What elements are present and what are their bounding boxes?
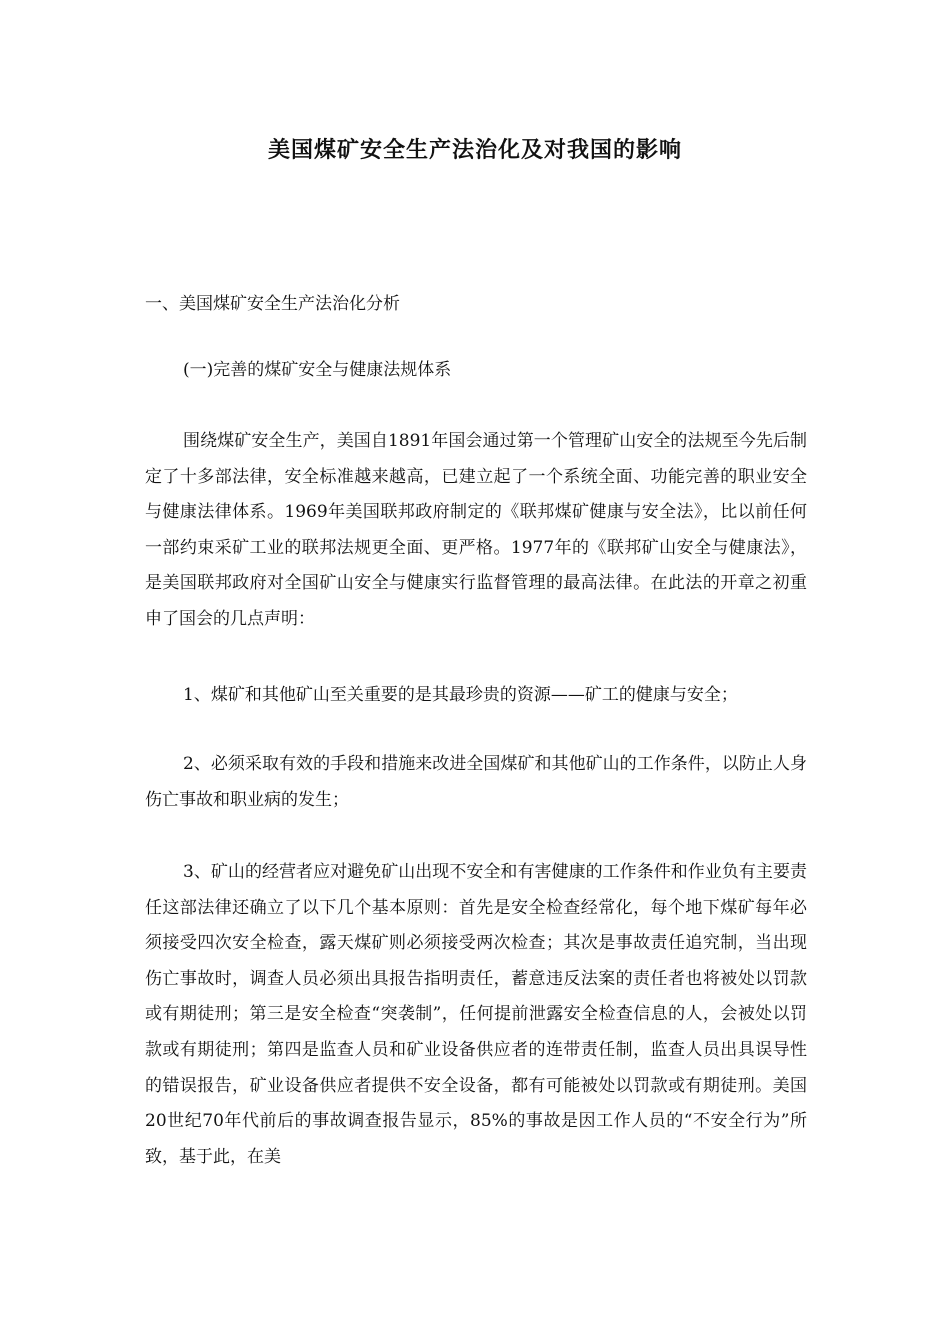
body-paragraph-3: 2、必须采取有效的手段和措施来改进全国煤矿和其他矿山的工作条件，以防止人身伤亡事故和职业病的发生； — [145, 754, 807, 810]
section-heading: 一、美国煤矿安全生产法治化分析 — [145, 294, 400, 314]
body-paragraph-2: 1、煤矿和其他矿山至关重要的是其最珍贵的资源——矿工的健康与安全； — [183, 685, 738, 705]
body-paragraph-1: 围绕煤矿安全生产，美国自1891年国会通过第一个管理矿山安全的法规至今先后制定了十多部法律，安全标准越来越高，已建立起了一个系统全面、功能完善的职业安全与健康法律体系。1969年美国联邦政府制定的《联邦煤矿健康与安全法》，比以前任何一部约束采矿工业的联邦法规更全面、更严格。1977年的《联邦矿山安全与健康法》，是美国联邦政府对全国矿山安全与健康实行监督管理的最高法律。在此法的开章之初重申了国会的几点声明： — [145, 431, 807, 629]
document-title: 美国煤矿安全生产法治化及对我国的影响 — [267, 137, 682, 163]
body-paragraph-4: 3、矿山的经营者应对避免矿山出现不安全和有害健康的工作条件和作业负有主要责任这部法律还确立了以下几个基本原则：首先是安全检查经常化，每个地下煤矿每年必须接受四次安全检查，露天煤矿则必须接受两次检查；其次是事故责任追究制，当出现伤亡事故时，调查人员必须出具报告指明责任，蓄意违反法案的责任者也将被处以罚款或有期徒刑；第三是安全检查“突袭制”，任何提前泄露安全检查信息的人，会被处以罚款或有期徒刑；第四是监查人员和矿业设备供应者的连带责任制，监查人员出具误导性的错误报告，矿业设备供应者提供不安全设备，都有可能被处以罚款或有期徒刑。美国20世纪70年代前后的事故调查报告显示，85%的事故是因工作人员的“不安全行为”所致，基于此，在美 — [145, 862, 807, 1167]
subsection-heading: (一)完善的煤矿安全与健康法规体系 — [183, 360, 452, 380]
